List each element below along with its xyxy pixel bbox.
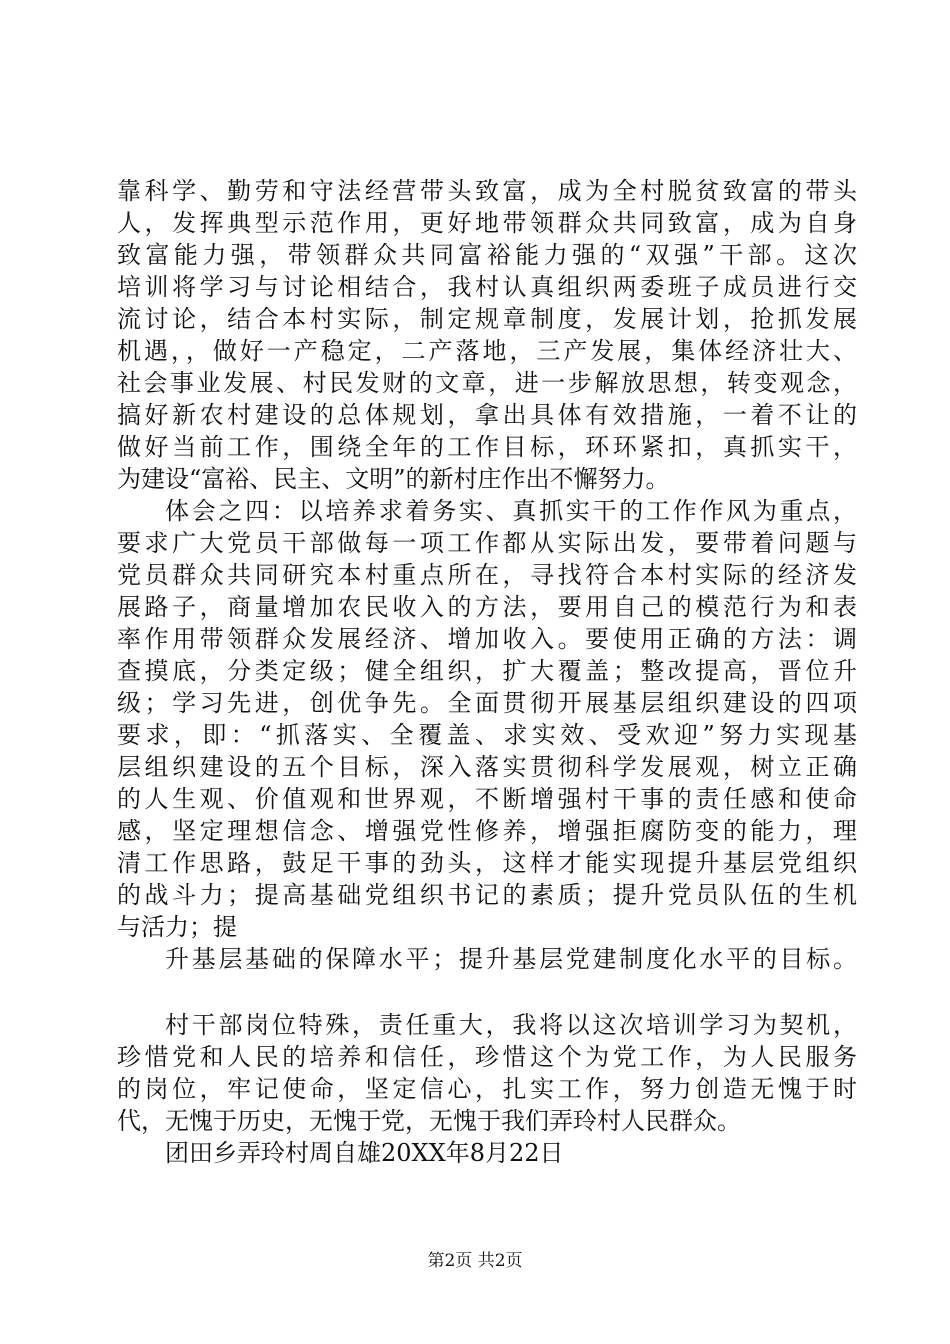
body-text-line: 社会事业发展、村民发财的文章，进一步解放思想，转变观念，	[117, 369, 857, 397]
body-text-line: 要求广大党员干部做每一项工作都从实际出发，要带着问题与	[117, 529, 857, 557]
body-text-line: 与活力；提	[117, 913, 237, 941]
page-footer: 第2页 共2页	[427, 1251, 523, 1271]
body-text-line: 升基层基础的保障水平；提升基层党建制度化水平的目标。	[165, 945, 857, 973]
body-text-line: 村干部岗位特殊，责任重大，我将以这次培训学习为契机，	[165, 1011, 857, 1039]
body-text-line: 查摸底，分类定级；健全组织，扩大覆盖；整改提高，晋位升	[117, 657, 857, 685]
body-text-line: 珍惜党和人民的培养和信任，珍惜这个为党工作，为人民服务	[117, 1043, 857, 1071]
paragraph-heading-line: 体会之四：以培养求着务实、真抓实干的工作作风为重点，	[165, 497, 857, 525]
body-text-line: 搞好新农村建设的总体规划，拿出具体有效措施，一着不让的	[117, 401, 857, 429]
body-text-line: 级；学习先进，创优争先。全面贯彻开展基层组织建设的四项	[117, 689, 857, 717]
signature-date-line: 团田乡弄玲村周自雄20XX年8月22日	[165, 1139, 564, 1167]
body-text-line: 层组织建设的五个目标，深入落实贯彻科学发展观，树立正确	[117, 753, 857, 781]
body-text-line: 的岗位，牢记使命，坚定信心，扎实工作，努力创造无愧于时	[117, 1075, 857, 1103]
body-text-line: 的战斗力；提高基础党组织书记的素质；提升党员队伍的生机	[117, 881, 857, 909]
body-text-line: 党员群众共同研究本村重点所在，寻找符合本村实际的经济发	[117, 561, 857, 589]
body-text-line: 致富能力强，带领群众共同富裕能力强的“双强”干部。这次	[117, 241, 857, 269]
body-text-line: 展路子，商量增加农民收入的方法，要用自己的模范行为和表	[117, 593, 857, 621]
body-text-line: 代，无愧于历史，无愧于党，无愧于我们弄玲村人民群众。	[117, 1107, 741, 1135]
body-text-line: 率作用带领群众发展经济、增加收入。要使用正确的方法：调	[117, 625, 857, 653]
body-text-line: 感，坚定理想信念、增强党性修养，增强拒腐防变的能力，理	[117, 817, 857, 845]
body-text-line: 培训将学习与讨论相结合，我村认真组织两委班子成员进行交	[117, 273, 857, 301]
body-text-line: 为建设“富裕、民主、文明”的新村庄作出不懈努力。	[117, 465, 670, 493]
body-text-line: 流讨论，结合本村实际，制定规章制度，发展计划，抢抓发展	[117, 305, 857, 333]
body-text-line: 清工作思路，鼓足干事的劲头，这样才能实现提升基层党组织	[117, 849, 857, 877]
body-text-line: 要求，即：“抓落实、全覆盖、求实效、受欢迎”努力实现基	[117, 721, 857, 749]
body-text-line: 人，发挥典型示范作用，更好地带领群众共同致富，成为自身	[117, 209, 857, 237]
body-text-line: 机遇，，做好一产稳定，二产落地，三产发展，集体经济壮大、	[117, 337, 857, 365]
body-text-line: 靠科学、勤劳和守法经营带头致富，成为全村脱贫致富的带头	[117, 177, 857, 205]
body-text-line: 做好当前工作，围绕全年的工作目标，环环紧扣，真抓实干，	[117, 433, 857, 461]
body-text-line: 的人生观、价值观和世界观，不断增强村干事的责任感和使命	[117, 785, 857, 813]
